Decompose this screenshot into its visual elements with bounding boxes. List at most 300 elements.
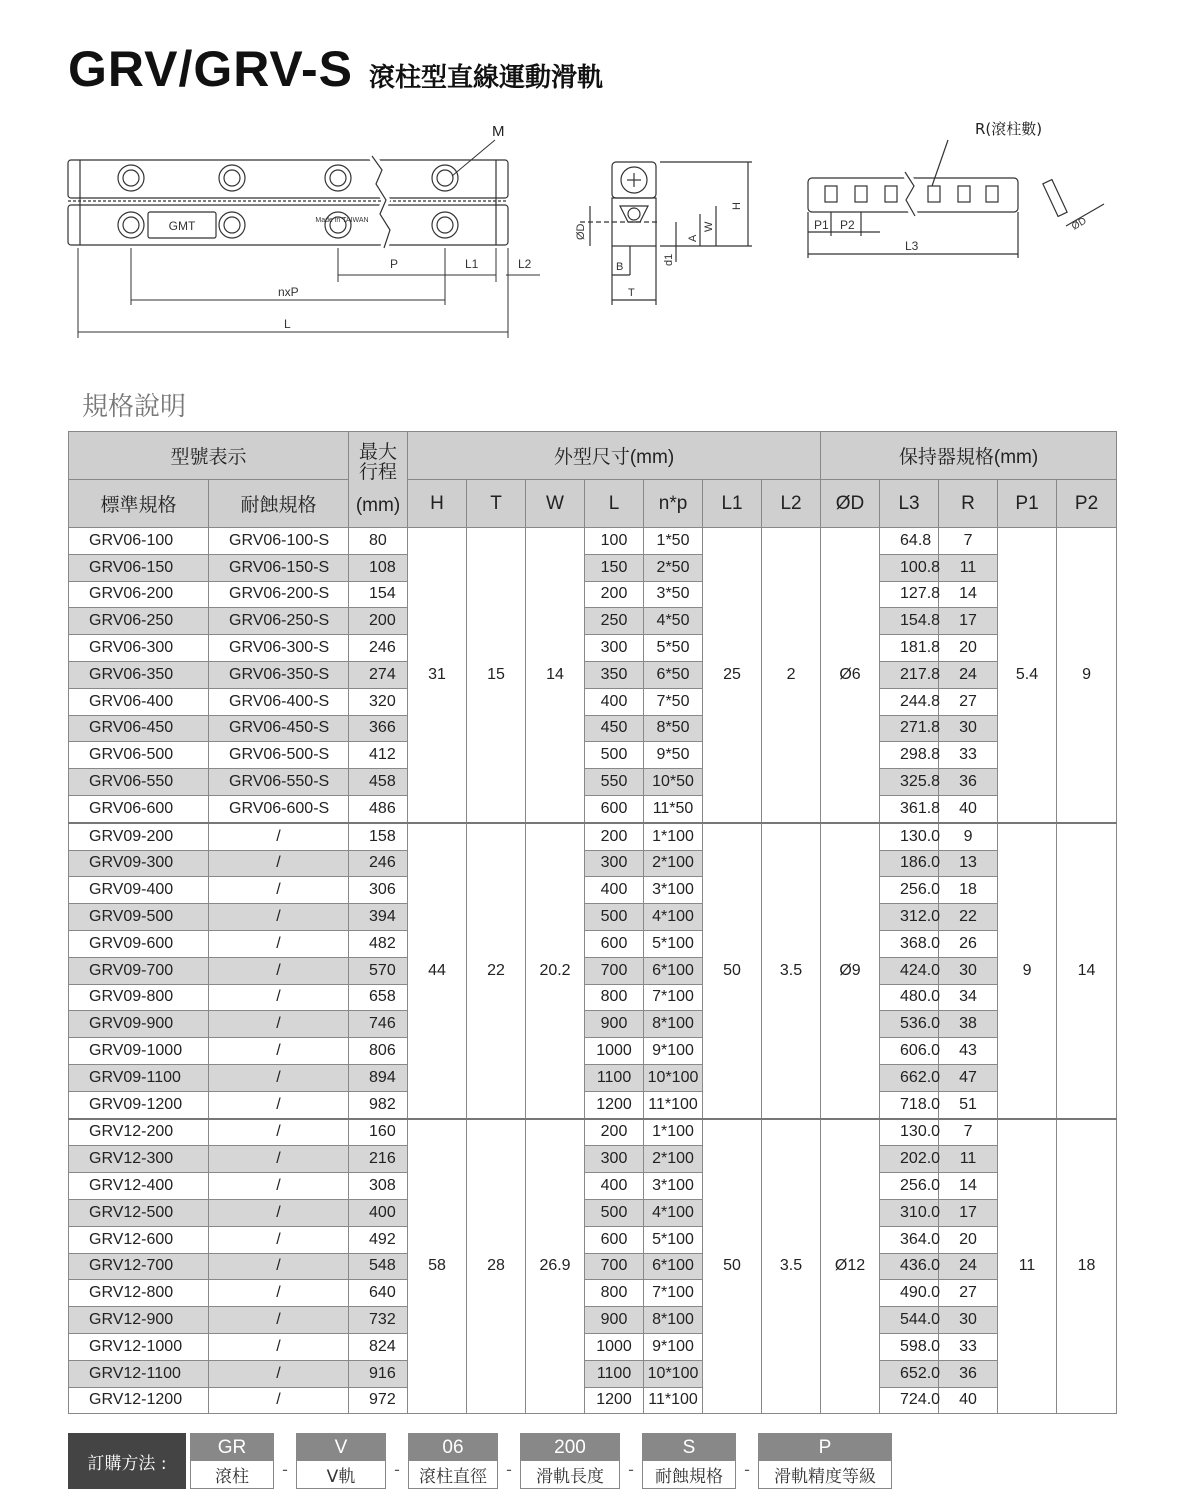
cell-corr-model: / (209, 1091, 349, 1118)
cell-h: 31 (408, 528, 467, 823)
table-row (69, 1173, 1117, 1200)
cell-h: 44 (408, 823, 467, 1119)
cell-std-model: GRV09-700 (69, 957, 209, 984)
cell-std-model: GRV06-200 (69, 581, 209, 608)
cell-r: 30 (939, 957, 998, 984)
order-segment-code: 06 (409, 1434, 497, 1461)
spec-table (68, 431, 1117, 1414)
cell-l3: 271.8 (880, 715, 939, 742)
cell-r: 14 (939, 1173, 998, 1200)
order-label: 訂購方法 : (68, 1433, 186, 1489)
cell-std-model: GRV06-600 (69, 795, 209, 822)
cell-length: 400 (585, 1173, 644, 1200)
cell-length: 600 (585, 1226, 644, 1253)
cell-r: 7 (939, 1119, 998, 1146)
header-h: H (408, 480, 467, 528)
cell-np: 4*100 (644, 904, 703, 931)
cell-length: 400 (585, 688, 644, 715)
cell-length: 300 (585, 635, 644, 662)
cell-np: 1*50 (644, 528, 703, 555)
order-segment (642, 1433, 736, 1489)
cell-r: 11 (939, 554, 998, 581)
cell-corr-model: / (209, 1038, 349, 1065)
cell-r: 20 (939, 635, 998, 662)
cell-std-model: GRV06-450 (69, 715, 209, 742)
dim-a: A (687, 234, 699, 242)
table-row (69, 823, 1117, 850)
cell-l3: 490.0 (880, 1280, 939, 1307)
dim-nxp: nxP (278, 285, 299, 299)
dim-p: P (390, 257, 399, 271)
cell-stroke: 824 (349, 1333, 408, 1360)
cell-l3: 256.0 (880, 1173, 939, 1200)
cell-corr-model: GRV06-550-S (209, 769, 349, 796)
header-model: 型號表示 (69, 432, 349, 480)
cell-corr-model: / (209, 957, 349, 984)
cell-length: 700 (585, 957, 644, 984)
cell-np: 6*100 (644, 957, 703, 984)
cell-stroke: 548 (349, 1253, 408, 1280)
table-row (69, 635, 1117, 662)
logo-text: GMT (168, 219, 196, 233)
order-segment-code: GR (191, 1434, 273, 1461)
table-row (69, 957, 1117, 984)
cell-r: 17 (939, 1199, 998, 1226)
cell-length: 100 (585, 528, 644, 555)
table-row (69, 1226, 1117, 1253)
cell-std-model: GRV09-800 (69, 984, 209, 1011)
cell-corr-model: / (209, 1226, 349, 1253)
cell-l2: 3.5 (762, 823, 821, 1119)
cell-r: 30 (939, 715, 998, 742)
cell-stroke: 394 (349, 904, 408, 931)
cell-std-model: GRV12-800 (69, 1280, 209, 1307)
cell-std-model: GRV09-500 (69, 904, 209, 931)
cell-stroke: 640 (349, 1280, 408, 1307)
table-row (69, 661, 1117, 688)
order-segment-code: P (759, 1434, 891, 1461)
cell-corr-model: / (209, 1360, 349, 1387)
cell-np: 2*50 (644, 554, 703, 581)
cell-corr-model: GRV06-300-S (209, 635, 349, 662)
order-separator: - (506, 1460, 512, 1479)
order-segment-desc: V軌 (297, 1461, 385, 1488)
cell-np: 3*50 (644, 581, 703, 608)
cell-l3: 598.0 (880, 1333, 939, 1360)
cell-np: 11*100 (644, 1091, 703, 1118)
cell-r: 36 (939, 769, 998, 796)
dim-l1: L1 (465, 257, 479, 271)
cell-std-model: GRV12-900 (69, 1307, 209, 1334)
cell-l3: 154.8 (880, 608, 939, 635)
header-t: T (467, 480, 526, 528)
cell-np: 10*100 (644, 1360, 703, 1387)
header-p2: P2 (1057, 480, 1117, 528)
cell-length: 350 (585, 661, 644, 688)
cell-p2: 14 (1057, 823, 1117, 1119)
cell-length: 1200 (585, 1387, 644, 1414)
cell-length: 1000 (585, 1038, 644, 1065)
header-w: W (526, 480, 585, 528)
cell-r: 40 (939, 795, 998, 822)
order-segment (758, 1433, 892, 1489)
cell-r: 36 (939, 1360, 998, 1387)
table-row (69, 688, 1117, 715)
cell-std-model: GRV09-1200 (69, 1091, 209, 1118)
cell-corr-model: GRV06-400-S (209, 688, 349, 715)
table-row (69, 1011, 1117, 1038)
table-row (69, 1038, 1117, 1065)
cell-length: 600 (585, 930, 644, 957)
dim-t: T (628, 287, 635, 299)
cell-stroke: 160 (349, 1119, 408, 1146)
cell-stroke: 894 (349, 1064, 408, 1091)
header-l: L (585, 480, 644, 528)
cell-np: 1*100 (644, 1119, 703, 1146)
cell-length: 200 (585, 581, 644, 608)
table-row (69, 1387, 1117, 1414)
cell-stroke: 570 (349, 957, 408, 984)
cell-l3: 662.0 (880, 1064, 939, 1091)
cell-l3: 536.0 (880, 1011, 939, 1038)
cell-std-model: GRV06-100 (69, 528, 209, 555)
table-row (69, 554, 1117, 581)
table-row (69, 1146, 1117, 1173)
cell-stroke: 216 (349, 1146, 408, 1173)
cell-l3: 480.0 (880, 984, 939, 1011)
cell-corr-model: GRV06-150-S (209, 554, 349, 581)
cell-corr-model: / (209, 984, 349, 1011)
cell-l3: 724.0 (880, 1387, 939, 1414)
table-row (69, 581, 1117, 608)
cell-std-model: GRV12-1200 (69, 1387, 209, 1414)
cell-corr-model: GRV06-350-S (209, 661, 349, 688)
dim-w: W (703, 221, 715, 232)
cell-stroke: 486 (349, 795, 408, 822)
cell-l3: 310.0 (880, 1199, 939, 1226)
table-row (69, 1307, 1117, 1334)
cell-stroke: 982 (349, 1091, 408, 1118)
cell-std-model: GRV06-500 (69, 742, 209, 769)
cell-corr-model: / (209, 850, 349, 877)
cell-l3: 202.0 (880, 1146, 939, 1173)
cell-length: 550 (585, 769, 644, 796)
cell-stroke: 320 (349, 688, 408, 715)
cell-np: 5*100 (644, 930, 703, 957)
cell-stroke: 246 (349, 635, 408, 662)
cell-t: 15 (467, 528, 526, 823)
cell-np: 8*100 (644, 1011, 703, 1038)
cell-length: 800 (585, 1280, 644, 1307)
cell-np: 7*50 (644, 688, 703, 715)
order-segment (408, 1433, 498, 1489)
cell-np: 9*100 (644, 1038, 703, 1065)
cell-length: 500 (585, 1199, 644, 1226)
cell-l3: 186.0 (880, 850, 939, 877)
cell-d: Ø9 (821, 823, 880, 1119)
cell-np: 4*50 (644, 608, 703, 635)
cell-std-model: GRV09-1100 (69, 1064, 209, 1091)
cell-np: 5*100 (644, 1226, 703, 1253)
cell-std-model: GRV06-550 (69, 769, 209, 796)
cell-std-model: GRV12-300 (69, 1146, 209, 1173)
table-row (69, 742, 1117, 769)
cell-std-model: GRV09-300 (69, 850, 209, 877)
cell-l3: 256.0 (880, 877, 939, 904)
cell-l1: 50 (703, 823, 762, 1119)
cell-r: 14 (939, 581, 998, 608)
cell-l3: 361.8 (880, 795, 939, 822)
dim-od: ØD (575, 223, 587, 240)
cell-length: 800 (585, 984, 644, 1011)
cell-np: 7*100 (644, 1280, 703, 1307)
cell-r: 27 (939, 1280, 998, 1307)
order-segment (296, 1433, 386, 1489)
cell-l1: 25 (703, 528, 762, 823)
product-subtitle: 滾柱型直線運動滑軌 (369, 63, 604, 93)
cell-r: 33 (939, 1333, 998, 1360)
dim-p2: P2 (840, 218, 855, 232)
order-separator: - (628, 1460, 634, 1479)
cell-r: 40 (939, 1387, 998, 1414)
cell-np: 8*50 (644, 715, 703, 742)
cell-l3: 436.0 (880, 1253, 939, 1280)
cell-length: 300 (585, 850, 644, 877)
cell-p2: 18 (1057, 1119, 1117, 1414)
cell-l3: 181.8 (880, 635, 939, 662)
header-l3: L3 (880, 480, 939, 528)
cell-length: 200 (585, 823, 644, 850)
cell-w: 26.9 (526, 1119, 585, 1414)
table-row (69, 528, 1117, 555)
cell-l3: 652.0 (880, 1360, 939, 1387)
cell-std-model: GRV06-300 (69, 635, 209, 662)
cell-r: 20 (939, 1226, 998, 1253)
cell-stroke: 158 (349, 823, 408, 850)
cell-l3: 368.0 (880, 930, 939, 957)
cell-corr-model: / (209, 1307, 349, 1334)
table-row (69, 1360, 1117, 1387)
cell-std-model: GRV06-400 (69, 688, 209, 715)
cell-corr-model: / (209, 1253, 349, 1280)
cell-d: Ø6 (821, 528, 880, 823)
cell-corr-model: GRV06-450-S (209, 715, 349, 742)
cell-l3: 100.8 (880, 554, 939, 581)
cell-r: 30 (939, 1307, 998, 1334)
cell-l3: 606.0 (880, 1038, 939, 1065)
cell-np: 2*100 (644, 1146, 703, 1173)
cell-stroke: 492 (349, 1226, 408, 1253)
cell-std-model: GRV12-200 (69, 1119, 209, 1146)
cell-std-model: GRV09-200 (69, 823, 209, 850)
section-title: 規格說明 (82, 392, 187, 422)
cell-corr-model: / (209, 1173, 349, 1200)
order-segment-desc: 滾柱直徑 (409, 1461, 497, 1488)
cell-corr-model: / (209, 1333, 349, 1360)
order-segment (520, 1433, 620, 1489)
cell-length: 1100 (585, 1360, 644, 1387)
cell-r: 9 (939, 823, 998, 850)
table-row (69, 877, 1117, 904)
order-separator: - (394, 1460, 400, 1479)
order-segment-code: V (297, 1434, 385, 1461)
cell-stroke: 746 (349, 1011, 408, 1038)
table-row (69, 769, 1117, 796)
cell-t: 22 (467, 823, 526, 1119)
order-method (68, 1433, 892, 1489)
table-row (69, 1333, 1117, 1360)
cell-stroke: 972 (349, 1387, 408, 1414)
header-std: 標準規格 (69, 480, 209, 528)
cell-np: 11*50 (644, 795, 703, 822)
cell-length: 900 (585, 1011, 644, 1038)
cell-stroke: 154 (349, 581, 408, 608)
cell-corr-model: GRV06-250-S (209, 608, 349, 635)
order-segment-desc: 滾柱 (191, 1461, 273, 1488)
cell-std-model: GRV06-250 (69, 608, 209, 635)
cell-length: 400 (585, 877, 644, 904)
cell-np: 9*100 (644, 1333, 703, 1360)
cell-p2: 9 (1057, 528, 1117, 823)
table-row (69, 850, 1117, 877)
cell-length: 450 (585, 715, 644, 742)
cell-l3: 298.8 (880, 742, 939, 769)
cell-stroke: 916 (349, 1360, 408, 1387)
cell-corr-model: / (209, 1387, 349, 1414)
cell-l3: 130.0 (880, 1119, 939, 1146)
dim-l3: L3 (905, 239, 919, 253)
cell-r: 22 (939, 904, 998, 931)
cell-np: 3*100 (644, 1173, 703, 1200)
cell-np: 2*100 (644, 850, 703, 877)
order-segment-desc: 耐蝕規格 (643, 1461, 735, 1488)
cell-stroke: 658 (349, 984, 408, 1011)
cell-w: 14 (526, 528, 585, 823)
cell-r: 18 (939, 877, 998, 904)
table-row (69, 608, 1117, 635)
rail-cross-section (580, 162, 752, 305)
cell-np: 7*100 (644, 984, 703, 1011)
order-segment-desc: 滑軌長度 (521, 1461, 619, 1488)
header-l2: L2 (762, 480, 821, 528)
cell-corr-model: / (209, 1199, 349, 1226)
cell-r: 43 (939, 1038, 998, 1065)
cell-length: 200 (585, 1119, 644, 1146)
cell-length: 500 (585, 742, 644, 769)
cell-stroke: 108 (349, 554, 408, 581)
cell-l3: 244.8 (880, 688, 939, 715)
cell-stroke: 80 (349, 528, 408, 555)
cell-stroke: 200 (349, 608, 408, 635)
cell-corr-model: / (209, 930, 349, 957)
cell-r: 13 (939, 850, 998, 877)
order-segment-desc: 滑軌精度等級 (759, 1461, 891, 1488)
cell-l3: 424.0 (880, 957, 939, 984)
cell-stroke: 482 (349, 930, 408, 957)
roller-cage (808, 140, 1104, 258)
cell-r: 33 (939, 742, 998, 769)
cell-l1: 50 (703, 1119, 762, 1414)
cell-corr-model: / (209, 1119, 349, 1146)
order-segment-code: S (643, 1434, 735, 1461)
header-stroke: 最大 行程 (mm) (349, 432, 408, 528)
top-rail-screws (118, 165, 458, 191)
cell-r: 26 (939, 930, 998, 957)
table-row (69, 715, 1117, 742)
cell-length: 250 (585, 608, 644, 635)
header-p1: P1 (998, 480, 1057, 528)
cell-length: 150 (585, 554, 644, 581)
model-name: GRV/GRV-S (68, 41, 354, 97)
cell-r: 7 (939, 528, 998, 555)
cell-stroke: 412 (349, 742, 408, 769)
cell-corr-model: / (209, 1146, 349, 1173)
dim-p1: P1 (814, 218, 829, 232)
cell-p1: 5.4 (998, 528, 1057, 823)
cell-l3: 127.8 (880, 581, 939, 608)
cell-l3: 325.8 (880, 769, 939, 796)
header-d: ØD (821, 480, 880, 528)
technical-drawing (0, 0, 1191, 360)
label-r: R(滾柱數) (975, 120, 1043, 138)
cell-std-model: GRV09-900 (69, 1011, 209, 1038)
cell-r: 11 (939, 1146, 998, 1173)
cell-stroke: 274 (349, 661, 408, 688)
cell-r: 38 (939, 1011, 998, 1038)
cell-std-model: GRV12-700 (69, 1253, 209, 1280)
cell-length: 1000 (585, 1333, 644, 1360)
cell-length: 1200 (585, 1091, 644, 1118)
cell-corr-model: / (209, 823, 349, 850)
spec-table-body (69, 528, 1117, 1414)
cell-np: 10*100 (644, 1064, 703, 1091)
cell-length: 300 (585, 1146, 644, 1173)
cell-r: 24 (939, 661, 998, 688)
cell-corr-model: / (209, 1064, 349, 1091)
cell-stroke: 306 (349, 877, 408, 904)
cell-length: 1100 (585, 1064, 644, 1091)
cell-std-model: GRV09-1000 (69, 1038, 209, 1065)
cell-corr-model: GRV06-500-S (209, 742, 349, 769)
dim-h: H (731, 202, 743, 210)
cell-r: 24 (939, 1253, 998, 1280)
cell-stroke: 308 (349, 1173, 408, 1200)
cell-l2: 2 (762, 528, 821, 823)
cell-corr-model: / (209, 1280, 349, 1307)
cell-np: 5*50 (644, 635, 703, 662)
cell-np: 1*100 (644, 823, 703, 850)
cell-l3: 364.0 (880, 1226, 939, 1253)
dim-d1: d1 (663, 253, 675, 266)
cell-std-model: GRV06-350 (69, 661, 209, 688)
cell-length: 500 (585, 904, 644, 931)
header-outer: 外型尺寸(mm) (408, 432, 821, 480)
table-row (69, 930, 1117, 957)
cell-std-model: GRV12-600 (69, 1226, 209, 1253)
cell-corr-model: GRV06-100-S (209, 528, 349, 555)
cell-corr-model: GRV06-600-S (209, 795, 349, 822)
table-row (69, 1280, 1117, 1307)
cell-stroke: 366 (349, 715, 408, 742)
cell-std-model: GRV06-150 (69, 554, 209, 581)
table-row (69, 1064, 1117, 1091)
cell-stroke: 400 (349, 1199, 408, 1226)
cell-h: 58 (408, 1119, 467, 1414)
cell-std-model: GRV12-1000 (69, 1333, 209, 1360)
cell-std-model: GRV12-400 (69, 1173, 209, 1200)
cell-p1: 11 (998, 1119, 1057, 1414)
cell-r: 34 (939, 984, 998, 1011)
